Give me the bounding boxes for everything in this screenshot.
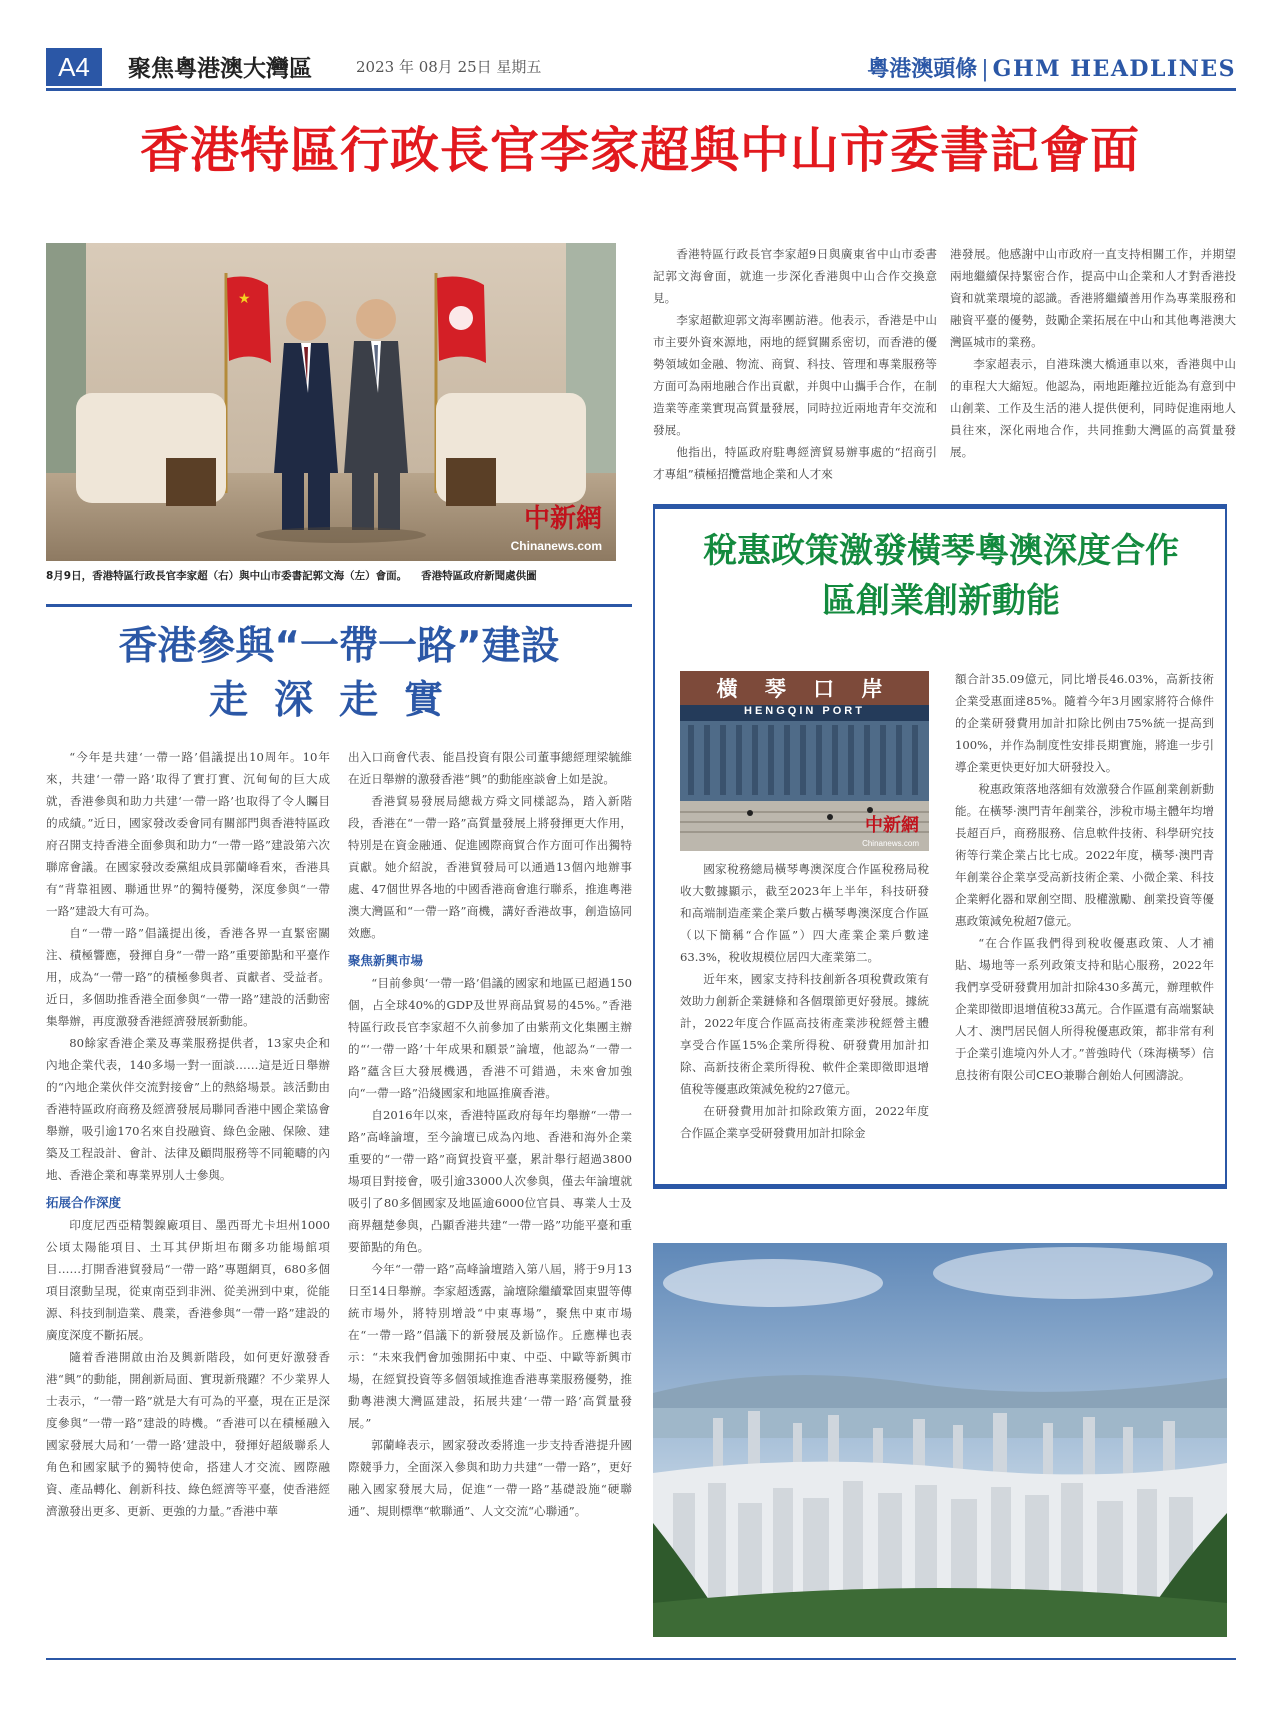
subheading: 拓展合作深度 — [46, 1195, 122, 1210]
paragraph: 李家超歡迎郭文海率團訪港。他表示，香港是中山市主要外資來源地，兩地的經貿關系密切，而香港的優勢領域如金融、物流、商貿、科技、管理和專業服務等方面可為兩地融合作出貢獻，并與中山攜手合作，在制造業等產業實現高質量發展，同時拉近兩地青年交流和發展。 — [653, 313, 937, 437]
photo-caption — [46, 568, 646, 583]
brand-cn: 粵港澳頭條 — [867, 57, 978, 82]
article2-title-line1: 香港參與“一帶一路”建設 — [118, 624, 560, 669]
paragraph: “目前參與‘一帶一路’倡議的國家和地區已超過150個，占全球40%的GDP及世界商品貿易的45%。”香港特區行政長官李家超不久前參加了由紫荊文化集團主辦的“‘一帶一路’十年成果和願景”論壇，他認為“一帶一路”蘊含巨大發展機遇，香港不可錯過，未來會加強向“一帶一路”沿綫國家和地區推廣香港。 — [348, 976, 632, 1100]
meeting-photo — [46, 243, 616, 561]
port-watermark-cn: 中新網 — [865, 815, 919, 836]
article3-title-line1: 稅惠政策激發橫琴粵澳深度合作 — [703, 531, 1179, 571]
article2-col1 — [46, 746, 330, 1522]
paragraph: 出入口商會代表、能昌投資有限公司董事總經理梁毓維在近日舉辦的激發香港“興”的動能座談會上如是說。 — [348, 750, 632, 786]
page-badge: A4 — [46, 48, 102, 86]
issue-date: 2023 年 08月 25日 星期五 — [356, 58, 542, 76]
paragraph: 在研發費用加計扣除政策方面，2022年度合作區企業享受研發費用加計扣除金 — [680, 1104, 929, 1140]
paragraph: 80餘家香港企業及專業服務提供者，13家央企和內地企業代表，140多場一對一面談……這是近日舉辦的“內地企業伙伴交流對接會”上的熱絡場景。該活動由香港特區政府商務及經濟發展局聯同香港中國企業協會舉辦，吸引逾170名來自投融資、綠色金融、保險、建築及工程設計、會計、法律及顧問服務等不同範疇的內地、香港企業和專業界別人士參與。 — [46, 1036, 330, 1182]
paragraph: “今年是共建‘一帶一路’倡議提出10周年。10年來，共建‘一帶一路’取得了實打實、沉甸甸的巨大成就，香港參與和助力共建‘一帶一路’也取得了令人矚目的成績。”近日，國家發改委會同有關部門與香港特區政府召開支持香港全面參與和助力“一帶一路”建設第六次聯席會議。在國家發改委黨組成員郭蘭峰看來，香港具有“背靠祖國、聯通世界”的獨特優勢，深度參與“一帶一路”建設大有可為。 — [46, 750, 330, 918]
header-rule — [46, 88, 1236, 91]
paragraph: 國家稅務總局橫琴粵澳深度合作區稅務局稅收大數據顯示，截至2023年上半年，科技研發和高端制造產業企業戶數占橫琴粵澳深度合作區（以下簡稱“合作區”）四大產業企業戶數達63.3%，稅收規模位居四大產業第二。 — [680, 862, 929, 964]
caption-credit: 香港特區政府新聞處供圖 — [421, 570, 537, 582]
paragraph: 今年“一帶一路”高峰論壇踏入第八屆，將于9月13日至14日舉辦。李家超透露，論壇除繼續鞏固東盟等傳統市場外，將特別增設“中東專場”，聚焦中東市場在“一帶一路”倡議下的新發展及新協作。丘應樺也表示：“未來我們會加強開拓中東、中亞、中歐等新興市場，在經貿投資等多個領域推進香港專業服務優勢，推動粵港澳大灣區建設，拓展共建‘一帶一路’高質量發展。” — [348, 1262, 632, 1430]
article3-title — [656, 526, 1226, 626]
article2-title-line2: 走深走實 — [208, 678, 469, 723]
article3-title-line2: 區創業創新動能 — [822, 581, 1060, 621]
paragraph: 稅惠政策落地落細有效激發合作區創業創新動能。在橫琴·澳門青年創業谷，涉稅市場主體年均增長超百戶，商務服務、信息軟件技術、科學研究技術等行業企業占比七成。2022年度，橫琴·澳門青年創業谷企業享受高新技術企業、小微企業、科技企業孵化器和眾創空間、股權激勵、創業投資等優惠政策減免稅超7億元。 — [955, 782, 1214, 928]
port-sign: 橫 琴 口 岸 — [716, 677, 893, 701]
port-sign-en: HENGQIN PORT — [744, 705, 865, 717]
paragraph: 香港貿易發展局總裁方舜文同樣認為，踏入新階段，香港在“一帶一路”高質量發展上將發揮更大作用，特別是在資金融通、促進國際商貿合作方面可作出獨特貢獻。她介紹說，香港貿發局可以通過13個內地辦事處、47個世界各地的中國香港商會進行聯系，推進粵港澳大灣區和“一帶一路”商機，講好香港故事，創造協同效應。 — [348, 794, 632, 940]
port-watermark-en: Chinanews.com — [862, 839, 919, 848]
brand — [867, 52, 1236, 83]
hengqin-port-photo — [680, 671, 929, 851]
paragraph: 隨着香港開啟由治及興新階段，如何更好激發香港“興”的動能，開創新局面、實現新飛躍？不少業界人士表示，“一帶一路”就是大有可為的平臺，現在正是深度參與“一帶一路”建設的時機。“香港可以在積極融入國家發展大局和‘一帶一路’建設中，發揮好超級聯系人角色和國家賦予的獨特使命，搭建人才交流、國際融資、產品轉化、創新科技、綠色經濟等平臺，使香港經濟激發出更多、更新、更強的力量。”香港中華 — [46, 1350, 330, 1518]
paragraph: 近年來，國家支持科技創新各項稅費政策有效助力創新企業鏈條和各個環節更好發展。據統計，2022年度合作區高技術產業涉稅經營主體享受合作區15%企業所得稅、研發費用加計扣除、高新技術企業所得稅、軟件企業即徵即退增值稅等優惠政策減免稅約27億元。 — [680, 972, 929, 1096]
paragraph: 香港特區行政長官李家超9日與廣東省中山市委書記郭文海會面，就進一步深化香港與中山合作交換意見。 — [653, 247, 937, 305]
article1-col2 — [950, 243, 1236, 463]
subheading: 聚焦新興市場 — [348, 953, 424, 968]
paragraph: 額合計35.09億元，同比增長46.03%，高新技術企業受惠面達85%。隨着今年3月國家將符合條件的企業研發費用加計扣除比例由75%統一提高到100%，并作為制度性安排長期實施，將進一步引導企業更快更好加大研發投入。 — [955, 672, 1214, 774]
main-headline: 香港特區行政長官李家超與中山市委書記會面 — [139, 122, 1140, 179]
article3-col2 — [955, 668, 1214, 1086]
watermark-cn: 中新網 — [523, 504, 602, 534]
svg-text:★: ★ — [238, 291, 251, 307]
section-title: 聚焦粵港澳大灣區 — [128, 56, 312, 82]
hong-kong-skyline-photo — [653, 1243, 1227, 1637]
paragraph: 李家超表示，自港珠澳大橋通車以來，香港與中山的車程大大縮短。他認為，兩地距離拉近能為有意到中山創業、工作及生活的港人提供便利，同時促進兩地人員往來，深化兩地合作，共同推動大灣區的高質量發展。 — [950, 357, 1236, 459]
skyline-illustration — [653, 1243, 1227, 1637]
article1-col1 — [653, 243, 937, 485]
article3-col1 — [680, 858, 929, 1144]
paragraph: “在合作區我們得到稅收優惠政策、人才補貼、場地等一系列政策支持和貼心服務，2022年我們享受研發費用加計扣除430多萬元，辦理軟件企業即徵即退增值稅33萬元。合作區還有高端緊缺人才、澳門居民個人所得稅優惠政策，都非常有利于企業引進境內外人才。”普強時代（珠海橫琴）信息技術有限公司CEO兼聯合創始人何國濤說。 — [955, 936, 1214, 1082]
paragraph: 自“一帶一路”倡議提出後，香港各界一直緊密關注、積極響應，發揮自身“一帶一路”重要節點和平臺作用，成為“一帶一路”的積極參與者、貢獻者、受益者。近日，多個助推香港全面參與“一帶一路”建設的活動密集舉辦，再度激發香港經濟發展新動能。 — [46, 926, 330, 1028]
section-rule — [46, 604, 632, 607]
article2-col2 — [348, 746, 632, 1522]
paragraph: 他指出，特區政府駐粵經濟貿易辦事處的“招商引才專組”積極招攬當地企業和人才來 — [653, 445, 937, 481]
paragraph: 自2016年以來，香港特區政府每年均舉辦“一帶一路”高峰論壇，至今論壇已成為內地、香港和海外企業重要的“一帶一路”商貿投資平臺，累計舉行超過3800場項目對接會，吸引逾33000人次參與，僅去年論壇就吸引了80多個國家及地區逾6000位官員、專業人士及商界翹楚參與，凸顯香港共建“一帶一路”功能平臺和重要節點的角色。 — [348, 1108, 632, 1254]
caption-text: 8月9日，香港特區行政長官李家超（右）與中山市委書記郭文海（左）會面。 — [46, 570, 408, 582]
watermark-en: Chinanews.com — [510, 539, 602, 553]
article2-title — [46, 620, 632, 728]
brand-en: GHM HEADLINES — [992, 56, 1236, 82]
paragraph: 郭蘭峰表示，國家發改委將進一步支持香港提升國際競爭力，全面深入參與和助力共建“一帶一路”，更好融入國家發展大局，促進“一帶一路”基礎設施“硬聯通”、規則標準“軟聯通”、人文交流“心聯通”。 — [348, 1438, 632, 1518]
footer-rule — [46, 1658, 1236, 1660]
brand-separator: | — [981, 57, 989, 82]
paragraph: 印度尼西亞精製鎳廠項目、墨西哥尤卡坦州1000公頃太陽能項目、土耳其伊斯坦布爾多功能場館項目……打開香港貿發局“一帶一路”專題網頁，680多個項目滾動呈現，從東南亞到非洲、從美洲到中東，從能源、科技到制造業、農業，香港參與“一帶一路”建設的廣度深度不斷拓展。 — [46, 1218, 330, 1342]
paragraph: 港發展。他感謝中山市政府一直支持相關工作，并期望兩地繼續保持緊密合作，提高中山企業和人才對香港投資和就業環境的認識。香港將繼續善用作為專業服務和融資平臺的優勢，鼓勵企業拓展在中山和其他粵港澳大灣區城市的業務。 — [950, 247, 1236, 349]
